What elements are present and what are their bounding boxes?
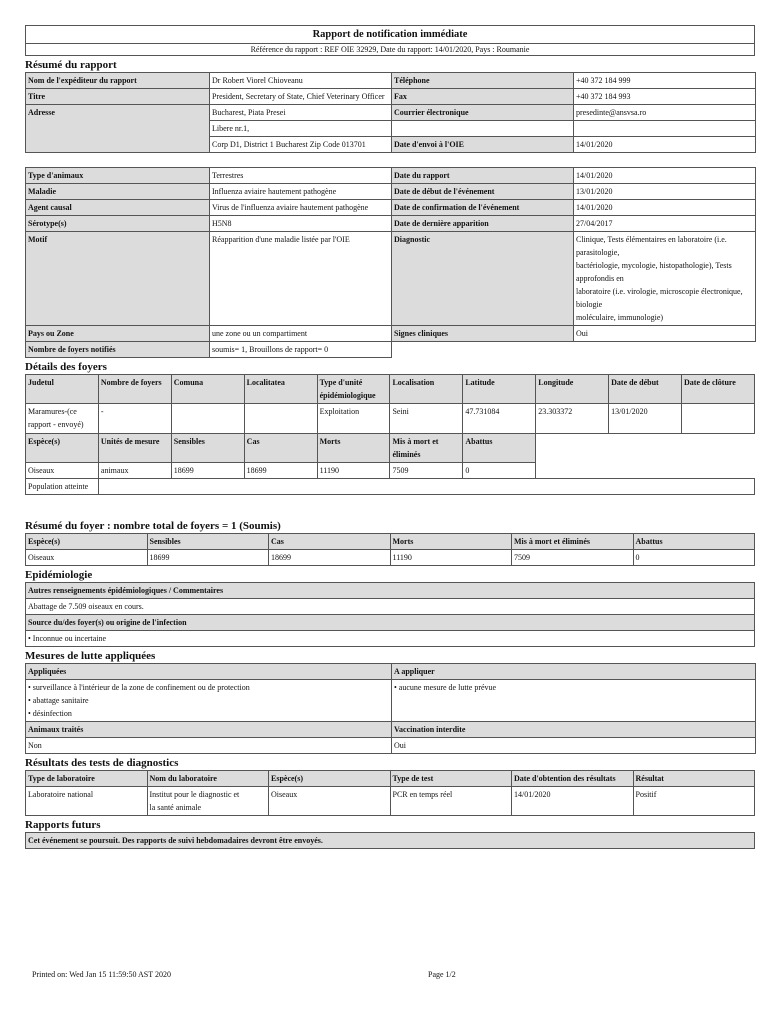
vaccination-value: Oui — [392, 738, 756, 754]
diagnosis-label: Diagnostic — [392, 232, 574, 326]
start-date-label: Date de début de l'événement — [392, 184, 574, 200]
cell: 18699 — [147, 550, 269, 566]
serotype-value: H5N8 — [210, 216, 392, 232]
cell: 7509 — [512, 550, 634, 566]
col-header: Sensibles — [147, 534, 269, 550]
outbreaks-value: soumis= 1, Brouillons de rapport= 0 — [210, 342, 392, 358]
email-value: presedinte@ansvsa.ro — [574, 105, 756, 121]
epidemiology-table — [25, 582, 755, 647]
cell: Oiseaux — [26, 463, 99, 479]
cell: 18699 — [244, 463, 317, 479]
cell: animaux — [98, 463, 171, 479]
outbreak-summary-heading: Résumé du foyer : nombre total de foyers = 1 (Soumis) — [25, 520, 281, 532]
phone-value: +40 372 184 999 — [574, 73, 756, 89]
sub-header: Unités de mesure — [98, 434, 171, 463]
cell: - — [98, 404, 171, 434]
lab-type: Laboratoire national — [26, 787, 148, 816]
address-line: Libere nr.1, — [210, 121, 392, 137]
diagnosis-line: Clinique, Tests élémentaires en laboratoire (i.e. parasitologie, — [576, 235, 727, 257]
test-type: PCR en temps réel — [390, 787, 512, 816]
applied-list — [26, 680, 392, 722]
diagnosis-line: moléculaire, immunologie) — [576, 313, 664, 322]
country-value: une zone ou un compartiment — [210, 326, 392, 342]
empty-cell — [392, 121, 574, 137]
disease-label: Maladie — [26, 184, 210, 200]
future-heading: Rapports futurs — [25, 819, 101, 831]
empty-cell — [574, 121, 756, 137]
agent-value: Virus de l'influenza aviaire hautement pathogène — [210, 200, 392, 216]
confirm-date-label: Date de confirmation de l'événement — [392, 200, 574, 216]
col-header: Type de laboratoire — [26, 771, 148, 787]
sub-header: Espèce(s) — [26, 434, 99, 463]
outbreak-summary-table — [25, 533, 755, 566]
agent-label: Agent causal — [26, 200, 210, 216]
last-date-label: Date de dernière apparition — [392, 216, 574, 232]
table-row — [26, 463, 755, 479]
sent-date-value: 14/01/2020 — [574, 137, 756, 153]
cell: Oiseaux — [26, 550, 148, 566]
report-title: Rapport de notification immédiate — [312, 29, 468, 40]
cell — [682, 404, 755, 434]
report-title-box — [25, 25, 755, 56]
future-table — [25, 832, 755, 849]
control-table — [25, 663, 756, 754]
col-header: Espèce(s) — [269, 771, 391, 787]
sub-header: Morts — [317, 434, 390, 463]
cell: 13/01/2020 — [609, 404, 682, 434]
col-header: Type de test — [390, 771, 512, 787]
summary-heading: Résumé du rapport — [25, 59, 117, 71]
diagnosis-line: laboratoire (i.e. virologie, microscopie électronique, biologie — [576, 287, 743, 309]
sub-header: Abattus — [463, 434, 536, 463]
event-table — [25, 167, 756, 358]
treated-label: Animaux traités — [26, 722, 392, 738]
col-header: Date d'obtention des résultats — [512, 771, 634, 787]
animal-type-label: Type d'animaux — [26, 168, 210, 184]
col-header: Longitude — [536, 375, 609, 404]
cell: Exploitation — [317, 404, 390, 434]
sub-header: Cas — [244, 434, 317, 463]
cell: Maramures-(ce rapport - envoyé) — [26, 404, 99, 434]
sender-label: Nom de l'expéditeur du rapport — [26, 73, 210, 89]
cell: 7509 — [390, 463, 463, 479]
report-page — [25, 25, 755, 849]
fax-label: Fax — [392, 89, 574, 105]
fax-value: +40 372 184 993 — [574, 89, 756, 105]
col-header: Type d'unité épidémiologique — [317, 375, 390, 404]
cell: 11190 — [390, 550, 512, 566]
cell: 0 — [463, 463, 536, 479]
address-line: Bucharest, Piata Presei — [210, 105, 392, 121]
sender-value: Dr Robert Viorel Chioveanu — [210, 73, 392, 89]
list-item: • surveillance à l'intérieur de la zone de confinement ou de protection — [28, 683, 250, 692]
signs-value: Oui — [574, 326, 756, 342]
list-item: • abattage sanitaire — [28, 696, 89, 705]
sub-header: Mis à mort et éliminés — [390, 434, 463, 463]
population-value — [98, 479, 754, 495]
sent-date-label: Date d'envoi à l'OIE — [392, 137, 574, 153]
list-item: • désinfection — [28, 709, 72, 718]
cell — [244, 404, 317, 434]
outbreak-details-table — [25, 374, 755, 495]
serotype-label: Sérotype(s) — [26, 216, 210, 232]
table-row — [26, 787, 755, 816]
sub-header: Sensibles — [171, 434, 244, 463]
disease-value: Influenza aviaire hautement pathogène — [210, 184, 392, 200]
vaccination-label: Vaccination interdite — [392, 722, 756, 738]
cell: Seini — [390, 404, 463, 434]
species: Oiseaux — [269, 787, 391, 816]
applied-label: Appliquées — [26, 664, 392, 680]
cell: 0 — [633, 550, 755, 566]
animal-type-value: Terrestres — [210, 168, 392, 184]
col-header: Localitatea — [244, 375, 317, 404]
col-header: Cas — [269, 534, 391, 550]
col-header: Morts — [390, 534, 512, 550]
phone-label: Téléphone — [392, 73, 574, 89]
lab-name-line: Institut pour le diagnostic et — [149, 790, 240, 799]
address-label: Adresse — [26, 105, 210, 153]
col-header: Judetul — [26, 375, 99, 404]
cell — [171, 404, 244, 434]
summary-table — [25, 72, 756, 153]
to-apply-value: • aucune mesure de lutte prévue — [392, 680, 756, 722]
col-header: Mis à mort et éliminés — [512, 534, 634, 550]
treated-value: Non — [26, 738, 392, 754]
diagnosis-value — [574, 232, 756, 326]
result: Positif — [633, 787, 755, 816]
col-header: Nom du laboratoire — [147, 771, 269, 787]
other-info-value: Abattage de 7.509 oiseaux en cours. — [26, 599, 755, 615]
last-date-value: 27/04/2017 — [574, 216, 756, 232]
signs-label: Signes cliniques — [392, 326, 574, 342]
address-line: Corp D1, District 1 Bucharest Zip Code 013701 — [210, 137, 392, 153]
title-value: President, Secretary of State, Chief Veterinary Officer — [210, 89, 392, 105]
diagnosis-line: bactériologie, mycologie, histopathologie), Tests approfondis en — [576, 261, 732, 283]
email-label: Courrier électronique — [392, 105, 574, 121]
other-info-label: Autres renseignements épidémiologiques / Commentaires — [26, 583, 755, 599]
population-label: Population atteinte — [26, 479, 99, 495]
cell: 23.303372 — [536, 404, 609, 434]
printed-date: Printed on: Wed Jan 15 11:59:50 AST 2020 — [32, 970, 171, 979]
table-row — [26, 404, 755, 434]
report-date-label: Date du rapport — [392, 168, 574, 184]
diagnostics-table — [25, 770, 755, 816]
col-header: Date de début — [609, 375, 682, 404]
col-header: Abattus — [633, 534, 755, 550]
cell: 11190 — [317, 463, 390, 479]
reason-label: Motif — [26, 232, 210, 326]
col-header: Latitude — [463, 375, 536, 404]
lab-name-line: la santé animale — [149, 803, 202, 812]
col-header: Date de clôture — [682, 375, 755, 404]
col-header: Espèce(s) — [26, 534, 148, 550]
epidemiology-heading: Epidémiologie — [25, 569, 93, 581]
lab-name — [147, 787, 269, 816]
source-value: • Inconnue ou incertaine — [26, 631, 755, 647]
source-label: Source du/des foyer(s) ou origine de l'infection — [26, 615, 755, 631]
outbreak-details-heading: Détails des foyers — [25, 361, 107, 373]
cell: 18699 — [171, 463, 244, 479]
result-date: 14/01/2020 — [512, 787, 634, 816]
control-heading: Mesures de lutte appliquées — [25, 650, 156, 662]
diagnostics-heading: Résultats des tests de diagnostics — [25, 757, 179, 769]
future-text: Cet événement se poursuit. Des rapports de suivi hebdomadaires devront être envoyés. — [26, 833, 755, 849]
title-label: Titre — [26, 89, 210, 105]
confirm-date-value: 14/01/2020 — [574, 200, 756, 216]
reason-value: Réapparition d'une maladie listée par l'OIE — [210, 232, 392, 326]
country-label: Pays ou Zone — [26, 326, 210, 342]
col-header: Comuna — [171, 375, 244, 404]
start-date-value: 13/01/2020 — [574, 184, 756, 200]
to-apply-label: A appliquer — [392, 664, 756, 680]
report-date-value: 14/01/2020 — [574, 168, 756, 184]
page-number: Page 1/2 — [428, 970, 456, 979]
col-header: Nombre de foyers — [98, 375, 171, 404]
cell: 18699 — [269, 550, 391, 566]
cell: 47.731084 — [463, 404, 536, 434]
col-header: Localisation — [390, 375, 463, 404]
report-reference: Référence du rapport : REF OIE 32929, Date du rapport: 14/01/2020, Pays : Roumanie — [26, 43, 754, 55]
outbreaks-label: Nombre de foyers notifiés — [26, 342, 210, 358]
col-header: Résultat — [633, 771, 755, 787]
table-row — [26, 550, 755, 566]
